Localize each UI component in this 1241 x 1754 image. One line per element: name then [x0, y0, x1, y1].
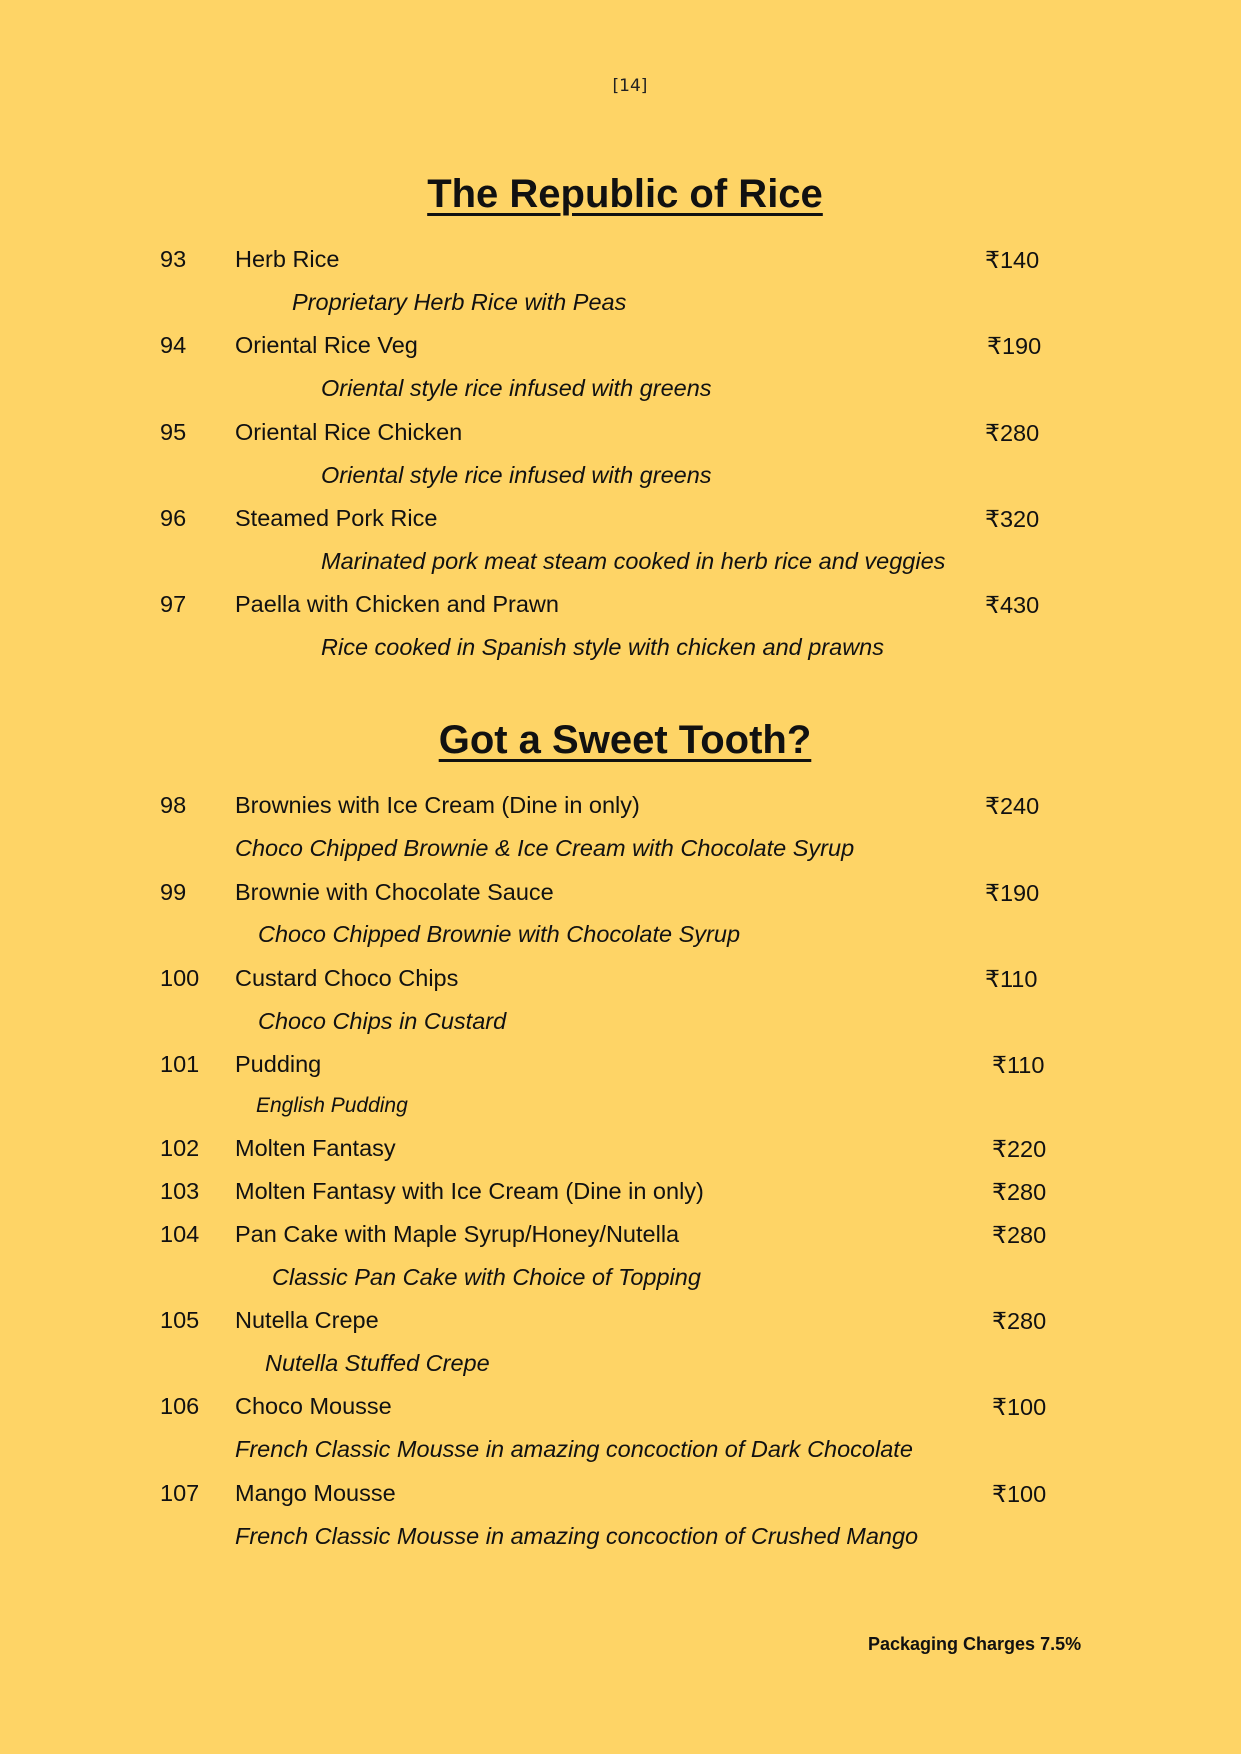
item-description: Choco Chipped Brownie with Chocolate Syrup [258, 921, 741, 947]
page-number: [14] [612, 76, 648, 96]
item-description: Oriental style rice infused with greens [321, 375, 712, 401]
item-name: Herb Rice [235, 246, 340, 272]
item-price: ₹110 [985, 966, 1038, 992]
item-name: Nutella Crepe [235, 1307, 379, 1333]
item-number: 102 [160, 1135, 200, 1161]
item-price: ₹240 [985, 793, 1040, 819]
item-number: 106 [160, 1393, 200, 1419]
item-price: ₹100 [992, 1394, 1047, 1420]
item-description: Choco Chips in Custard [258, 1008, 507, 1034]
item-name: Brownie with Chocolate Sauce [235, 879, 554, 905]
item-description: French Classic Mousse in amazing concoction of Dark Chocolate [235, 1436, 913, 1462]
item-name: Pan Cake with Maple Syrup/Honey/Nutella [235, 1221, 680, 1247]
item-price: ₹100 [992, 1481, 1047, 1507]
item-name: Oriental Rice Veg [235, 332, 418, 358]
section-title-sweet-tooth: Got a Sweet Tooth? [438, 718, 812, 762]
item-description: Nutella Stuffed Crepe [265, 1350, 490, 1376]
item-price: ₹220 [992, 1136, 1047, 1162]
item-price: ₹280 [985, 420, 1040, 446]
item-name: Steamed Pork Rice [235, 505, 438, 531]
item-description: Proprietary Herb Rice with Peas [292, 289, 627, 315]
item-name: Mango Mousse [235, 1480, 396, 1506]
item-number: 93 [160, 246, 187, 272]
packaging-charges-note: Packaging Charges 7.5% [868, 1634, 1082, 1654]
menu-item [0, 965, 1241, 995]
item-price: ₹280 [992, 1222, 1047, 1248]
item-price: ₹430 [985, 592, 1040, 618]
menu-item [0, 1307, 1241, 1337]
item-number: 103 [160, 1178, 200, 1204]
item-description: Rice cooked in Spanish style with chicken and prawns [321, 634, 884, 660]
menu-item [0, 1393, 1241, 1423]
item-number: 107 [160, 1480, 200, 1506]
item-price: ₹110 [992, 1052, 1045, 1078]
item-number: 94 [160, 332, 187, 358]
item-number: 101 [160, 1051, 200, 1077]
item-number: 105 [160, 1307, 200, 1333]
item-number: 95 [160, 419, 187, 445]
item-price: ₹280 [992, 1179, 1047, 1205]
item-name: Oriental Rice Chicken [235, 419, 463, 445]
item-number: 99 [160, 879, 187, 905]
item-price: ₹190 [985, 880, 1040, 906]
item-description: French Classic Mousse in amazing concoction of Crushed Mango [235, 1523, 919, 1549]
item-description: Choco Chipped Brownie & Ice Cream with Chocolate Syrup [235, 835, 855, 861]
item-number: 104 [160, 1221, 200, 1247]
item-description: English Pudding [256, 1094, 408, 1117]
item-number: 96 [160, 505, 187, 531]
item-price: ₹190 [987, 333, 1042, 359]
menu-item [0, 505, 1241, 535]
item-number: 97 [160, 591, 187, 617]
menu-item [0, 246, 1241, 276]
menu-item [0, 1178, 1241, 1208]
menu-item [0, 1051, 1241, 1081]
item-name: Choco Mousse [235, 1393, 392, 1419]
item-description: Classic Pan Cake with Choice of Topping [272, 1264, 701, 1290]
item-name: Molten Fantasy [235, 1135, 396, 1161]
item-price: ₹280 [992, 1308, 1047, 1334]
item-name: Brownies with Ice Cream (Dine in only) [235, 792, 640, 818]
item-price: ₹320 [985, 506, 1040, 532]
item-description: Marinated pork meat steam cooked in herb rice and veggies [321, 548, 946, 574]
item-name: Molten Fantasy with Ice Cream (Dine in only) [235, 1178, 704, 1204]
menu-item [0, 1221, 1241, 1251]
menu-item [0, 1480, 1241, 1510]
menu-item [0, 1135, 1241, 1165]
item-price: ₹140 [985, 247, 1040, 273]
item-number: 98 [160, 792, 187, 818]
item-name: Custard Choco Chips [235, 965, 459, 991]
menu-item [0, 332, 1241, 362]
section-title-rice: The Republic of Rice [427, 172, 823, 216]
item-description: Oriental style rice infused with greens [321, 462, 712, 488]
item-number: 100 [160, 965, 200, 991]
menu-item [0, 879, 1241, 909]
menu-item [0, 792, 1241, 822]
menu-item [0, 419, 1241, 449]
item-name: Paella with Chicken and Prawn [235, 591, 559, 617]
menu-item [0, 591, 1241, 621]
item-name: Pudding [235, 1051, 322, 1077]
